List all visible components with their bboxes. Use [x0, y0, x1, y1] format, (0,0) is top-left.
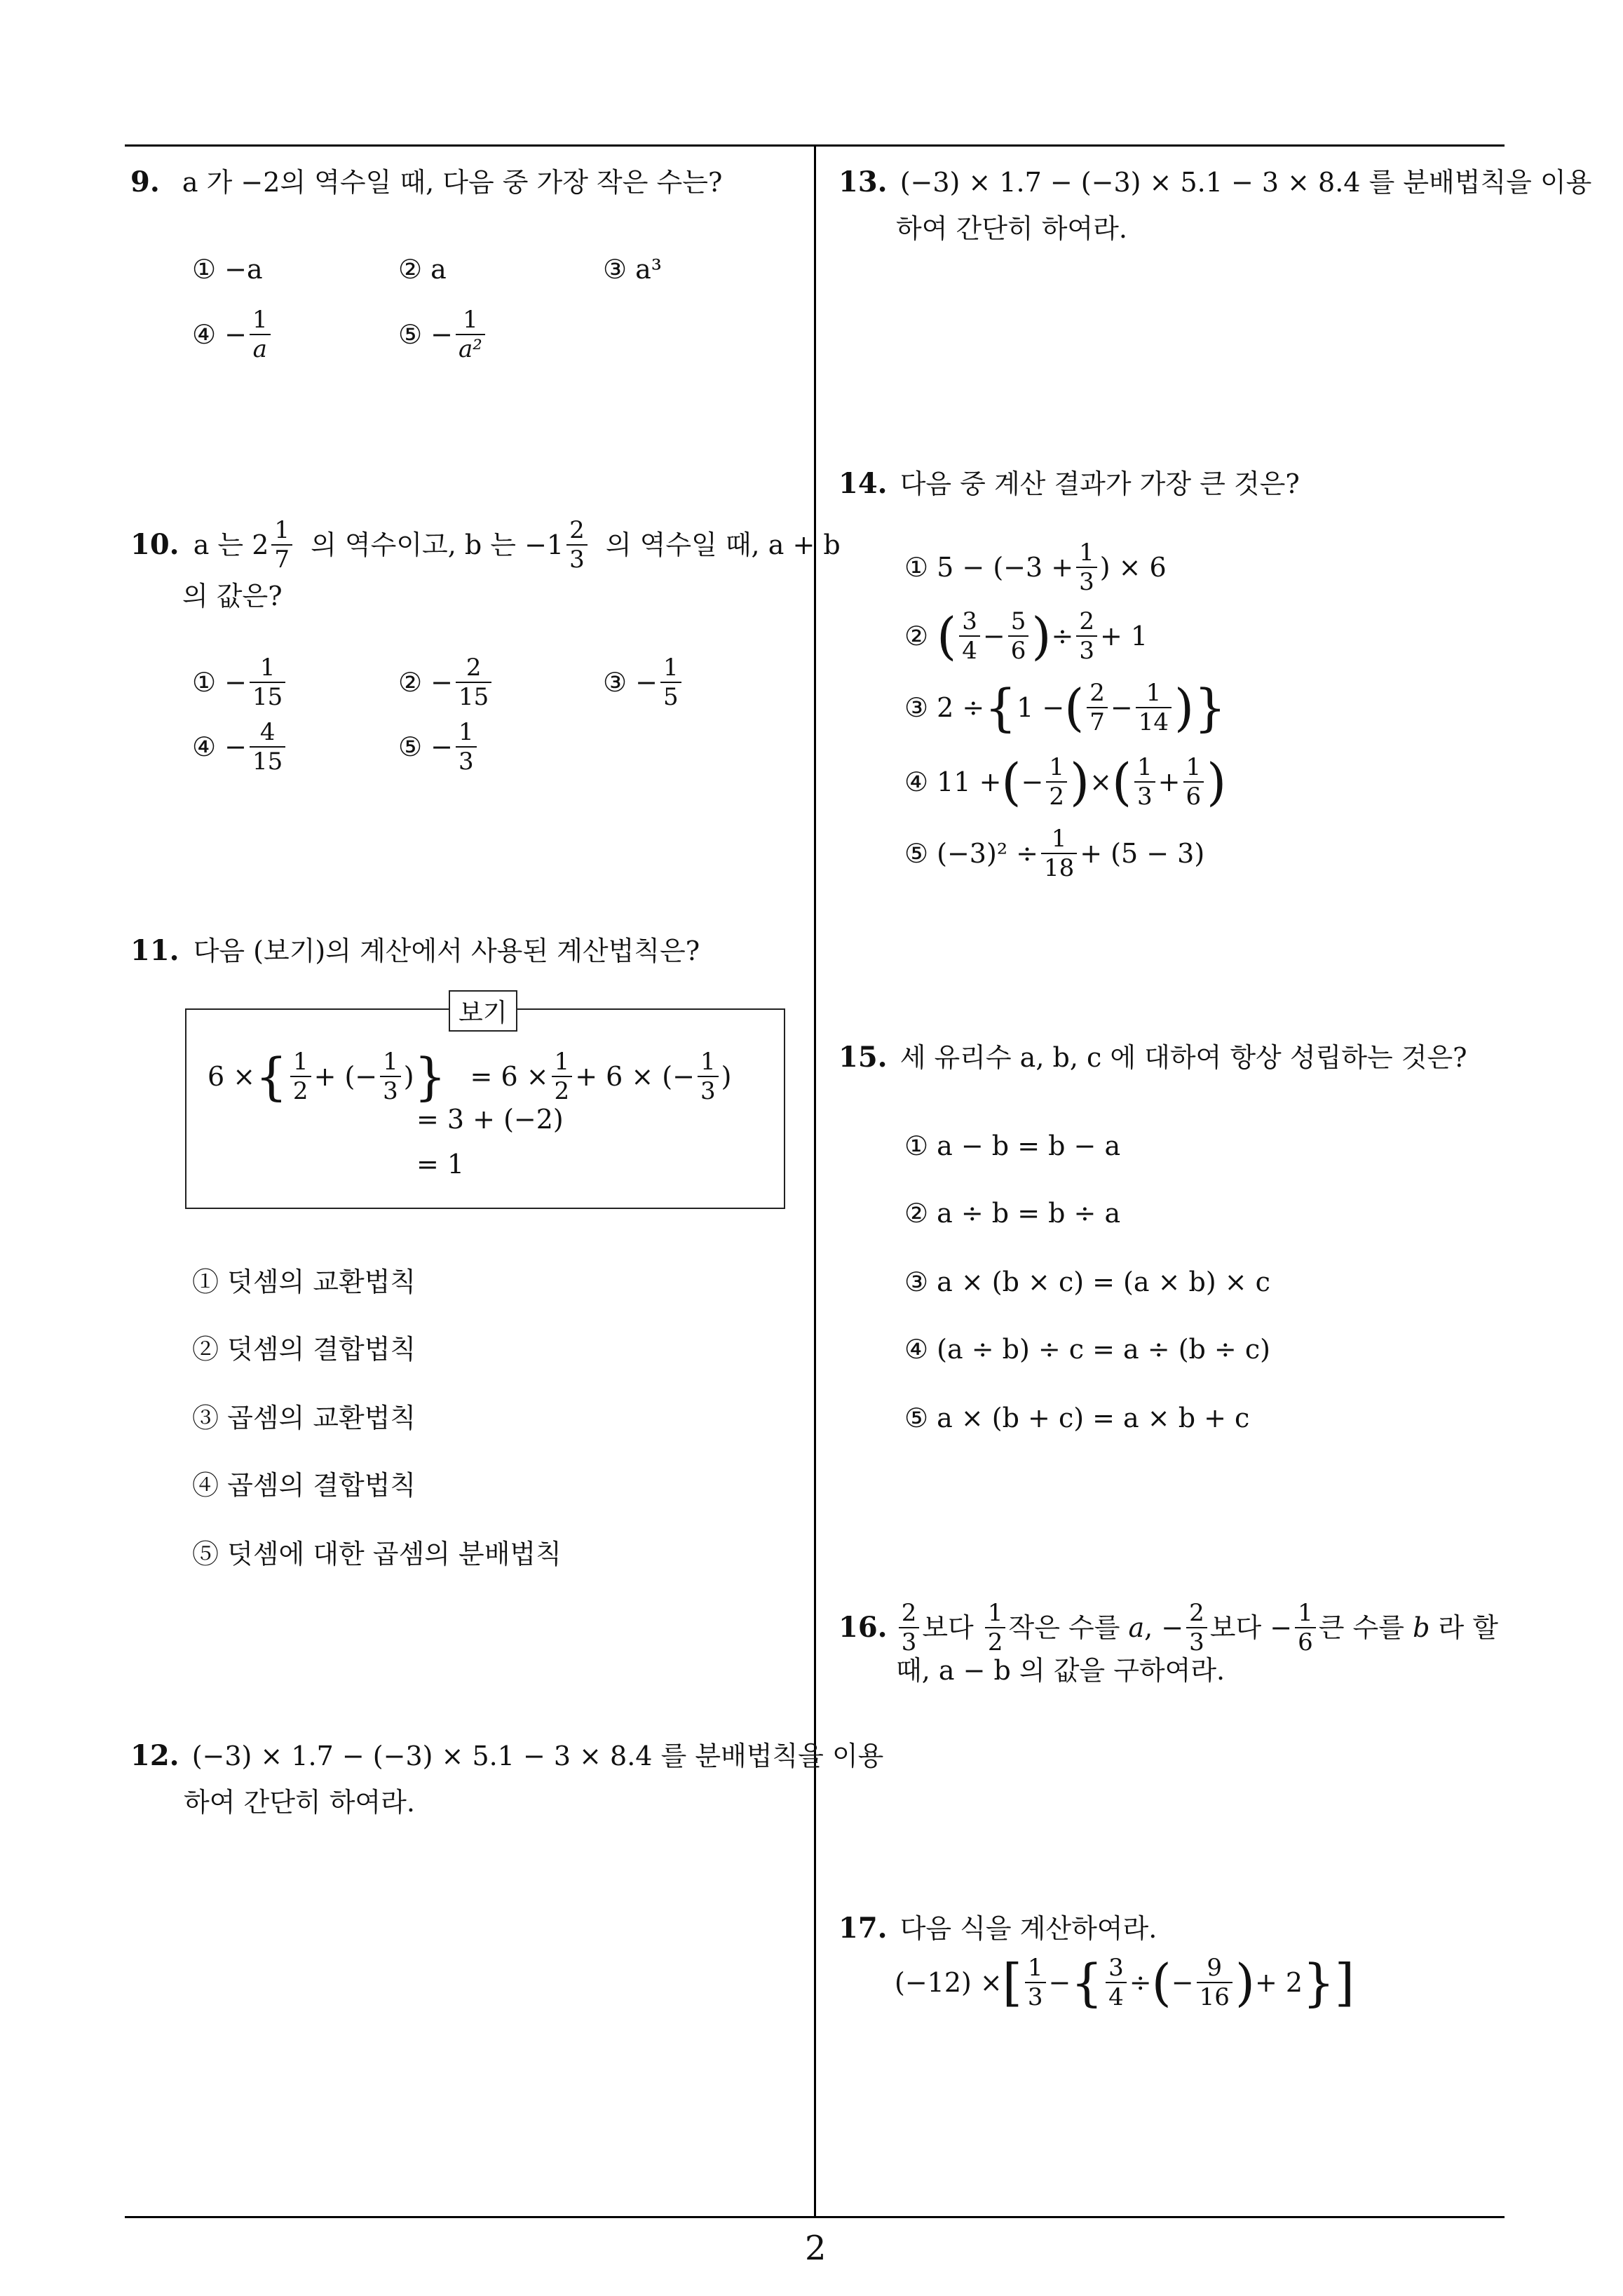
choice-1: ① − $\frac{1}{15}$ [192, 654, 288, 711]
choice-4: ④ − $\frac{4}{15}$ [192, 718, 288, 776]
question-stem: a 가 −2의 역수일 때, 다음 중 가장 작은 수는? [182, 167, 723, 198]
example-line-3: = 1 [416, 1149, 465, 1180]
choice-5: ⑤ 덧셈에 대한 곱셈의 분배법칙 [192, 1539, 562, 1569]
choice-3: ③ − $\frac{1}{5}$ [603, 654, 684, 711]
question-13 [838, 166, 1591, 199]
question-number: 10. [130, 528, 179, 561]
question-10: 10. a 는 2 $\frac{1}{7}$ 의 역수이고, b 는 −1 $\frac{2}{3}$ 의 역수일 때, a + b [130, 516, 841, 574]
question-9 [130, 166, 722, 199]
example-box-label: 보기 [449, 990, 517, 1032]
question-stem: (−3) × 1.7 − (−3) × 5.1 − 3 × 8.4 를 분배법칙을 이용 [191, 1741, 884, 1771]
question-number: 12. [130, 1739, 179, 1772]
choice-5: ⑤ − $\frac{1}{\text{a²}}$ [398, 306, 488, 363]
column-divider [814, 144, 816, 2217]
question-12 [130, 1739, 883, 1773]
choice-4: ④ (a ÷ b) ÷ c = a ÷ (b ÷ c) [904, 1334, 1270, 1365]
question-number: 16. [838, 1611, 888, 1644]
choice-1: ① 덧셈의 교환법칙 [192, 1267, 416, 1297]
question-stem: 세 유리수 a, b, c 에 대하여 항상 성립하는 것은? [899, 1042, 1467, 1073]
choice-4: ④ − $\frac{1}{a}$ [192, 306, 273, 363]
example-line-2: = 3 + (−2) [416, 1104, 564, 1135]
stem-part-a: a 는 2 [193, 529, 269, 560]
question-15 [838, 1041, 1467, 1074]
question-stem: 다음 식을 계산하여라. [899, 1913, 1157, 1944]
choice-2: ② a [398, 254, 447, 285]
question-stem: (−3) × 1.7 − (−3) × 5.1 − 3 × 8.4 를 분배법칙을 이용 [899, 167, 1592, 198]
example-line-1: 6 ×{ $\frac{1}{2}$ + (− $\frac{1}{3}$ )} = 6 × $\frac{1}{2}$ + 6 × (− $\frac{1}{3}$ ) [208, 1047, 732, 1106]
stem-part-c: 의 역수일 때, a + b [605, 529, 841, 560]
question-17-expression: (−12) ×[ $\frac{1}{3}$ −{ $\frac{3}{4}$ ÷(− $\frac{9}{16}$ )+ 2}] [895, 1953, 1354, 2012]
question-stem: 다음 (보기)의 계산에서 사용된 계산법칙은? [193, 936, 700, 966]
question-13-line2: 하여 간단히 하여라. [896, 213, 1127, 244]
choice-1: ① −a [192, 254, 263, 285]
question-number: 15. [838, 1041, 888, 1074]
choice-5: ⑤ − $\frac{1}{3}$ [398, 718, 480, 776]
question-10-line2: 의 값은? [182, 581, 283, 612]
question-number: 13. [838, 166, 888, 198]
question-stem: 다음 중 계산 결과가 가장 큰 것은? [899, 468, 1300, 499]
choice-2: ② ( $\frac{3}{4}$ − $\frac{5}{6}$ )÷ $\frac{2}{3}$ + 1 [904, 607, 1148, 666]
choice-1: ① 5 − (−3 + $\frac{1}{3}$ ) × 6 [904, 539, 1167, 596]
bottom-rule [125, 2216, 1505, 2218]
choice-3: ③ 2 ÷{1 −( $\frac{2}{7}$ − $\frac{1}{14}$ )} [904, 678, 1226, 737]
choice-5: ⑤ (−3)² ÷ $\frac{1}{18}$ + (5 − 3) [904, 825, 1205, 882]
question-17 [838, 1912, 1157, 1945]
question-16: 16. $\frac{2}{3}$ 보다 $\frac{1}{2}$ 작은 수를 a, − $\frac{2}{3}$ 보다 − $\frac{1}{6}$ 큰 수를 b 라 할 [838, 1599, 1498, 1656]
choice-1: ① a − b = b − a [904, 1130, 1121, 1161]
question-16-line2: 때, a − b 의 값을 구하여라. [896, 1655, 1225, 1686]
question-12-line2: 하여 간단히 하여라. [184, 1787, 415, 1818]
choice-4: ④ 곱셈의 결합법칙 [192, 1470, 416, 1501]
choice-5: ⑤ a × (b + c) = a × b + c [904, 1403, 1250, 1433]
choice-4: ④ 11 +(− $\frac{1}{2}$ )×( $\frac{1}{3}$ + $\frac{1}{6}$ ) [904, 752, 1227, 811]
question-11 [130, 934, 700, 968]
page-number: 2 [805, 2229, 827, 2268]
choice-2: ② 덧셈의 결합법칙 [192, 1334, 416, 1365]
stem-part-b: 의 역수이고, b 는 −1 [311, 529, 564, 560]
choice-3: ③ a × (b × c) = (a × b) × c [904, 1267, 1270, 1297]
choice-2: ② − $\frac{2}{15}$ [398, 654, 494, 711]
question-number: 14. [838, 467, 888, 500]
choice-2: ② a ÷ b = b ÷ a [904, 1198, 1121, 1229]
question-number: 11. [130, 934, 179, 967]
question-number: 17. [838, 1912, 888, 1945]
choice-3: ③ 곱셈의 교환법칙 [192, 1403, 416, 1433]
choice-3: ③ a³ [603, 254, 663, 285]
question-14 [838, 467, 1300, 501]
question-number: 9. [130, 166, 160, 198]
